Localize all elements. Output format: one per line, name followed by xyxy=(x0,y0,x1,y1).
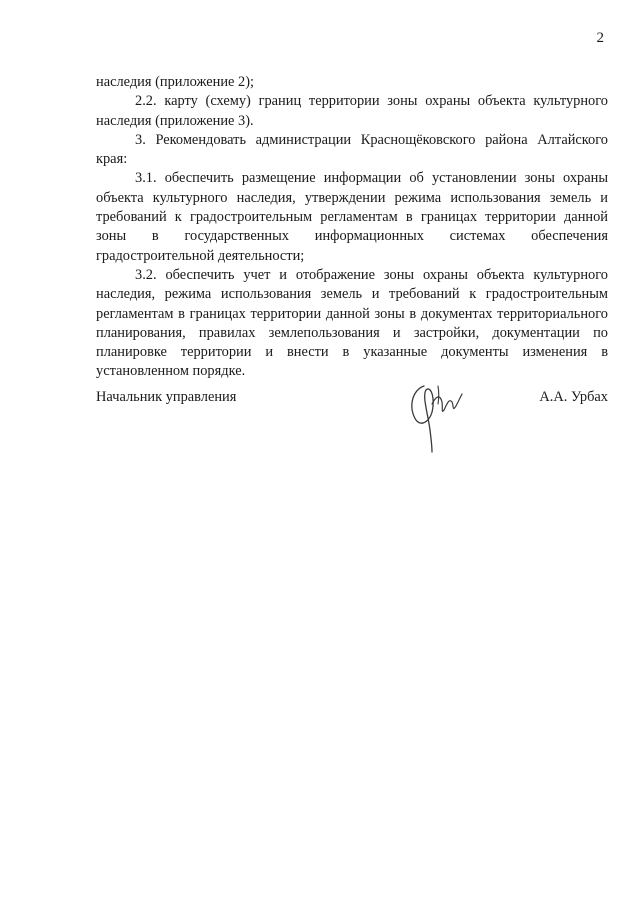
handwritten-signature xyxy=(402,380,464,454)
signer-position: Начальник управления xyxy=(96,389,237,405)
paragraph-3-1: 3.1. обеспечить размещение информации об установлении зоны охраны объекта культурного наследия, утверждении режима использования земель и требований к градостроительным регламентам в границах территории данной зоны в государственных информационных системах обеспечения градостроительной деятельности; xyxy=(96,170,608,264)
signature-block xyxy=(96,389,608,469)
page-number: 2 xyxy=(596,30,604,46)
paragraph-3: 3. Рекомендовать администрации Краснощёковского района Алтайского края: xyxy=(96,131,608,168)
paragraph-2-2: 2.2. карту (схему) границ территории зоны охраны объекта культурного наследия (приложение 3). xyxy=(96,93,608,129)
signer-name: А.А. Урбах xyxy=(539,389,608,405)
document-body xyxy=(96,73,608,382)
paragraph-3-2: 3.2. обеспечить учет и отображение зоны охраны объекта культурного наследия, режима использования земель и требований к градостроительным регламентам в границах территории данной зоны в документах территориального планирования, правилах землепользования и застройки, документации по планировке территории и внести в указанные документы изменения в установленном порядке. xyxy=(96,266,608,380)
paragraph-continuation: наследия (приложение 2); xyxy=(96,74,255,90)
